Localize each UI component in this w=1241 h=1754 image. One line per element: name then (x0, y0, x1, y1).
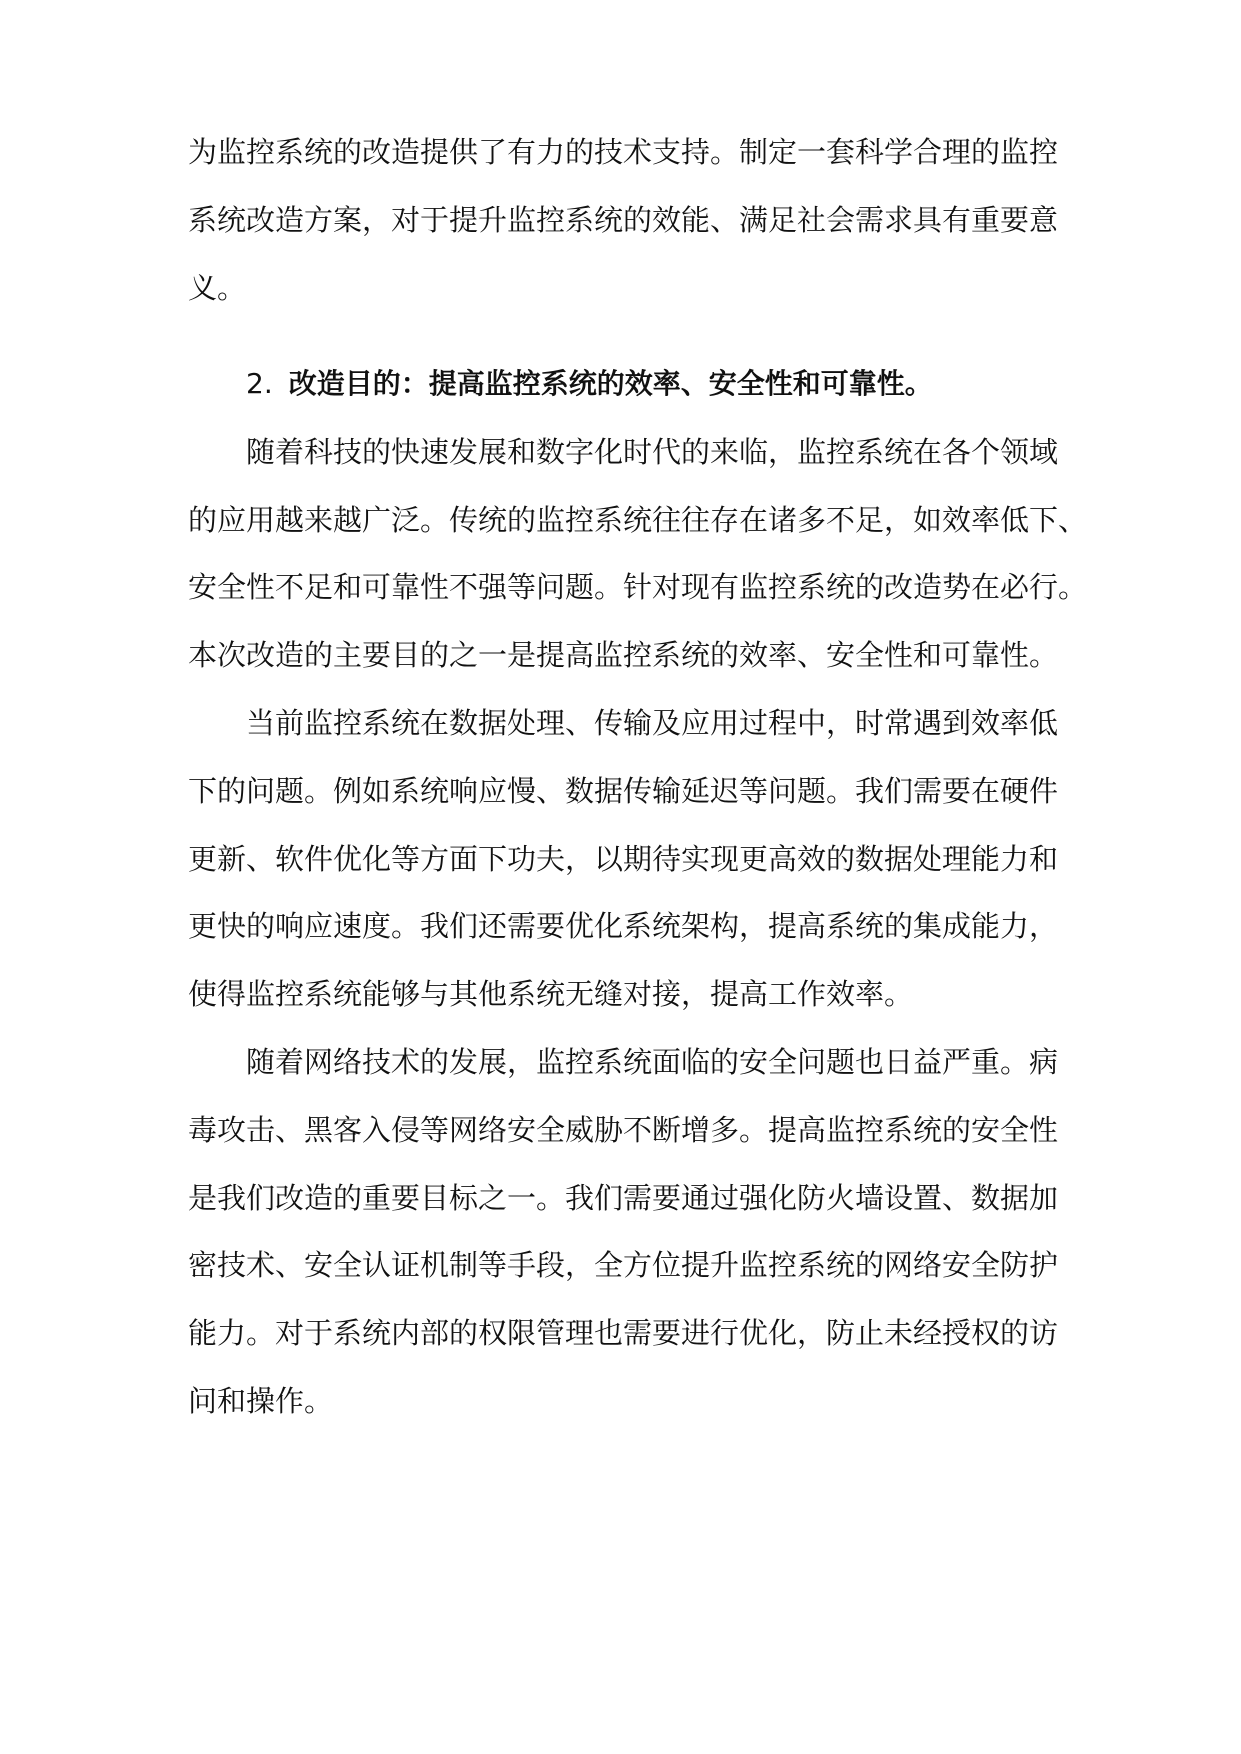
paragraph-line: 更快的响应速度。我们还需要优化系统架构，提高系统的集成能力， (188, 909, 1059, 943)
paragraph-line: 义。 (188, 271, 247, 305)
paragraph-line: 随着科技的快速发展和数字化时代的来临，监控系统在各个领域 (246, 435, 1059, 469)
paragraph-line: 能力。对于系统内部的权限管理也需要进行优化，防止未经授权的访 (188, 1316, 1059, 1350)
paragraph-line: 系统改造方案，对于提升监控系统的效能、满足社会需求具有重要意 (188, 203, 1059, 237)
paragraph-line: 随着网络技术的发展，监控系统面临的安全问题也日益严重。病 (246, 1045, 1059, 1079)
paragraph-line: 当前监控系统在数据处理、传输及应用过程中，时常遇到效率低 (246, 706, 1059, 740)
paragraph-line: 毒攻击、黑客入侵等网络安全威胁不断增多。提高监控系统的安全性 (188, 1113, 1059, 1147)
paragraph-line: 本次改造的主要目的之一是提高监控系统的效率、安全性和可靠性。 (188, 638, 1059, 672)
paragraph-line: 更新、软件优化等方面下功夫，以期待实现更高效的数据处理能力和 (188, 842, 1059, 876)
paragraph-line: 是我们改造的重要目标之一。我们需要通过强化防火墙设置、数据加 (188, 1181, 1059, 1215)
paragraph-line: 使得监控系统能够与其他系统无缝对接，提高工作效率。 (188, 977, 914, 1011)
paragraph-line: 密技术、安全认证机制等手段，全方位提升监控系统的网络安全防护 (188, 1248, 1059, 1282)
section-heading (246, 364, 933, 404)
section-title: 改造目的：提高监控系统的效率、安全性和可靠性。 (288, 367, 933, 400)
paragraph-line: 为监控系统的改造提供了有力的技术支持。制定一套科学合理的监控 (188, 135, 1059, 169)
section-number: 2. (246, 367, 273, 400)
paragraph-line: 的应用越来越广泛。传统的监控系统往往存在诸多不足，如效率低下、 (188, 503, 1088, 537)
paragraph-line: 安全性不足和可靠性不强等问题。针对现有监控系统的改造势在必行。 (188, 570, 1088, 604)
paragraph-line: 下的问题。例如系统响应慢、数据传输延迟等问题。我们需要在硬件 (188, 774, 1059, 808)
paragraph-line: 问和操作。 (188, 1384, 334, 1418)
